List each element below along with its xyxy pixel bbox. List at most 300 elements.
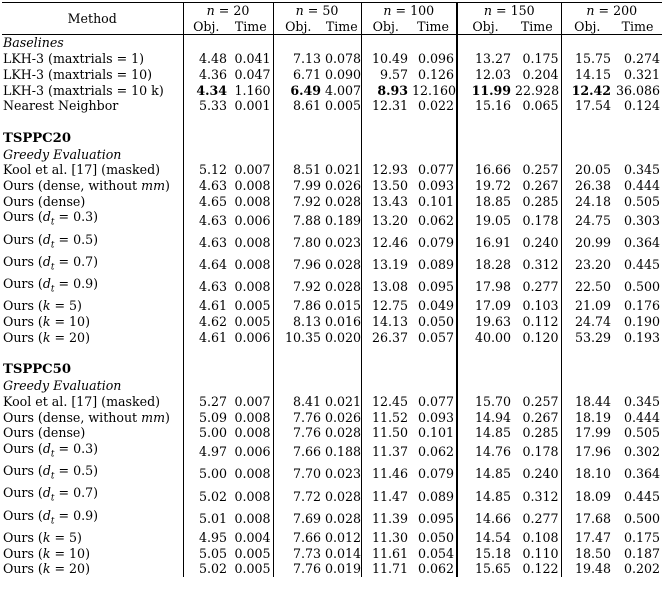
- obj-cell: 11.52: [361, 410, 410, 426]
- obj-cell: 15.18: [457, 546, 513, 562]
- time-header: Time: [323, 19, 361, 35]
- time-header: Time: [229, 19, 273, 35]
- table-row: [2, 162, 662, 178]
- method-label: Ours $(d_t = 0.9)$: [3, 276, 99, 295]
- time-cell: 0.257: [522, 393, 559, 409]
- time-cell: 0.019: [325, 561, 362, 577]
- obj-cell: 15.16: [457, 98, 513, 114]
- time-cell: 0.267: [522, 178, 559, 194]
- time-cell: 0.049: [417, 298, 455, 314]
- group-header-n50: n = 50: [273, 3, 361, 19]
- table-row: [2, 194, 662, 210]
- obj-cell: 21.09: [561, 298, 613, 314]
- time-cell: 0.008: [234, 466, 271, 482]
- table-row: [2, 425, 662, 441]
- obj-cell: 17.98: [457, 276, 513, 298]
- time-cell: 0.112: [522, 314, 559, 330]
- obj-cell: 4.63: [183, 276, 229, 298]
- time-cell: 0.285: [522, 193, 559, 209]
- obj-cell: 18.19: [561, 410, 613, 426]
- time-cell: 0.122: [522, 561, 559, 577]
- obj-cell: 19.63: [457, 314, 513, 330]
- time-cell: 1.160: [234, 82, 271, 98]
- time-cell: 0.028: [325, 488, 362, 504]
- obj-cell: 14.85: [457, 485, 513, 507]
- obj-cell: 11.99: [457, 83, 513, 99]
- time-cell: 0.007: [234, 393, 271, 409]
- time-cell: 0.093: [417, 409, 455, 425]
- obj-cell: 8.93: [361, 83, 410, 99]
- time-cell: 0.008: [234, 488, 271, 504]
- section-title-row: [2, 362, 662, 378]
- time-cell: 0.006: [234, 329, 271, 345]
- table-row: [2, 314, 662, 330]
- obj-cell: 14.13: [361, 314, 410, 330]
- time-cell: 0.176: [623, 298, 661, 314]
- table-row: [2, 254, 662, 276]
- time-cell: 0.065: [522, 98, 559, 114]
- time-cell: 0.005: [234, 298, 271, 314]
- obj-cell: 40.00: [457, 330, 513, 346]
- time-cell: 0.041: [234, 51, 271, 67]
- obj-cell: 16.66: [457, 162, 513, 178]
- header-row-groups: [2, 3, 662, 19]
- obj-cell: 12.75: [361, 298, 410, 314]
- obj-cell: 4.63: [183, 232, 229, 254]
- time-cell: 0.110: [522, 545, 559, 561]
- obj-cell: 4.61: [183, 298, 229, 314]
- obj-cell: 17.96: [561, 441, 613, 463]
- obj-cell: 14.85: [457, 463, 513, 485]
- obj-cell: 17.68: [561, 508, 613, 530]
- obj-cell: 7.76: [273, 425, 323, 441]
- obj-cell: 10.35: [273, 330, 323, 346]
- obj-cell: 7.70: [273, 463, 323, 485]
- obj-cell: 11.46: [361, 463, 410, 485]
- method-label: Kool et al. [17] (masked): [3, 393, 161, 409]
- method-label: Ours (dense, without mm): [3, 178, 170, 194]
- obj-cell: 14.54: [457, 530, 513, 546]
- time-cell: 0.190: [623, 314, 661, 330]
- table-row: [2, 530, 662, 546]
- time-cell: 0.126: [417, 66, 455, 82]
- method-label: LKH-3 (maxtrials = 10): [3, 66, 153, 82]
- results-table-container: [2, 2, 661, 577]
- time-cell: 0.103: [522, 298, 559, 314]
- obj-cell: 6.49: [273, 83, 323, 99]
- method-label: Ours $(d_t = 0.5)$: [3, 231, 99, 251]
- time-cell: 0.079: [417, 234, 455, 250]
- obj-cell: 12.45: [361, 394, 410, 410]
- time-cell: 0.005: [325, 98, 362, 114]
- obj-cell: 11.61: [361, 546, 410, 562]
- time-cell: 0.093: [417, 178, 455, 194]
- obj-cell: 7.96: [273, 254, 323, 276]
- obj-cell: 9.57: [361, 67, 410, 83]
- time-cell: 0.321: [623, 66, 661, 82]
- time-cell: 0.006: [234, 212, 271, 228]
- obj-cell: 17.09: [457, 298, 513, 314]
- table-row: [2, 232, 662, 254]
- method-label: Ours (dense): [3, 193, 86, 209]
- obj-cell: 7.73: [273, 546, 323, 562]
- time-cell: 0.257: [522, 162, 559, 178]
- obj-cell: 13.50: [361, 178, 410, 194]
- time-cell: 0.008: [234, 510, 271, 526]
- obj-cell: 4.95: [183, 530, 229, 546]
- section-gap: [2, 345, 662, 362]
- group-header-n100: n = 100: [361, 3, 457, 19]
- obj-cell: 7.80: [273, 232, 323, 254]
- method-label: Kool et al. [17] (masked): [3, 162, 161, 178]
- obj-cell: 13.19: [361, 254, 410, 276]
- time-cell: 0.189: [325, 212, 362, 228]
- obj-header: Obj.: [273, 19, 323, 35]
- method-label: Ours (k = 10): [3, 314, 90, 330]
- time-cell: 0.023: [325, 466, 362, 482]
- obj-header: Obj.: [361, 19, 410, 35]
- time-cell: 0.078: [325, 51, 362, 67]
- time-header: Time: [410, 19, 457, 35]
- obj-cell: 7.13: [273, 51, 323, 67]
- time-cell: 0.505: [623, 425, 661, 441]
- obj-cell: 4.48: [183, 51, 229, 67]
- time-cell: 0.026: [325, 409, 362, 425]
- time-cell: 0.302: [623, 444, 661, 460]
- obj-cell: 7.92: [273, 276, 323, 298]
- time-cell: 0.012: [325, 529, 362, 545]
- section-subtitle: Baselines: [3, 35, 64, 51]
- time-header: Time: [513, 19, 561, 35]
- time-cell: 0.277: [522, 510, 559, 526]
- obj-cell: 8.51: [273, 162, 323, 178]
- time-cell: 0.089: [417, 488, 455, 504]
- obj-cell: 12.93: [361, 162, 410, 178]
- time-cell: 0.062: [417, 212, 455, 228]
- obj-cell: 11.39: [361, 508, 410, 530]
- group-header-n200: n = 200: [561, 3, 662, 19]
- obj-cell: 26.37: [361, 330, 410, 346]
- time-cell: 0.047: [234, 66, 271, 82]
- method-label: Ours $(d_t = 0.7)$: [3, 485, 99, 504]
- obj-cell: 14.66: [457, 508, 513, 530]
- time-cell: 22.928: [515, 82, 560, 98]
- obj-cell: 5.05: [183, 546, 229, 562]
- table-row: [2, 209, 662, 231]
- obj-cell: 26.38: [561, 178, 613, 194]
- obj-cell: 6.71: [273, 67, 323, 83]
- table-row: [2, 546, 662, 562]
- obj-cell: 11.37: [361, 441, 410, 463]
- table-row: [2, 298, 662, 314]
- method-label: LKH-3 (maxtrials = 1): [3, 51, 145, 67]
- obj-cell: 15.70: [457, 394, 513, 410]
- obj-cell: 12.31: [361, 98, 410, 114]
- time-cell: 0.364: [623, 234, 661, 250]
- obj-cell: 18.85: [457, 194, 513, 210]
- time-cell: 0.008: [234, 409, 271, 425]
- obj-cell: 4.36: [183, 67, 229, 83]
- time-cell: 0.312: [522, 488, 559, 504]
- obj-cell: 5.02: [183, 561, 229, 577]
- section-subtitle: Greedy Evaluation: [3, 378, 122, 394]
- time-cell: 36.086: [615, 82, 661, 98]
- time-cell: 0.187: [623, 545, 661, 561]
- time-cell: 0.008: [234, 193, 271, 209]
- obj-cell: 18.09: [561, 485, 613, 507]
- obj-cell: 17.54: [561, 98, 613, 114]
- obj-cell: 5.12: [183, 162, 229, 178]
- obj-cell: 11.30: [361, 530, 410, 546]
- table-row: [2, 178, 662, 194]
- time-header: Time: [613, 19, 662, 35]
- obj-cell: 7.66: [273, 441, 323, 463]
- time-cell: 0.193: [623, 329, 661, 345]
- obj-cell: 19.48: [561, 561, 613, 577]
- time-cell: 0.062: [417, 444, 455, 460]
- obj-cell: 7.92: [273, 194, 323, 210]
- obj-cell: 7.86: [273, 298, 323, 314]
- obj-cell: 13.08: [361, 276, 410, 298]
- time-cell: 0.062: [417, 561, 455, 577]
- time-cell: 0.101: [417, 425, 455, 441]
- time-cell: 0.021: [325, 162, 362, 178]
- method-label: Ours $(d_t = 0.7)$: [3, 253, 99, 273]
- obj-cell: 12.46: [361, 232, 410, 254]
- obj-cell: 18.10: [561, 463, 613, 485]
- time-cell: 0.108: [522, 529, 559, 545]
- method-label: Ours (k = 20): [3, 329, 90, 345]
- time-cell: 0.008: [234, 257, 271, 273]
- method-label: Ours (k = 20): [3, 561, 90, 577]
- obj-cell: 7.99: [273, 178, 323, 194]
- obj-cell: 22.50: [561, 276, 613, 298]
- obj-cell: 4.64: [183, 254, 229, 276]
- time-cell: 0.005: [234, 545, 271, 561]
- time-cell: 0.022: [417, 98, 455, 114]
- obj-cell: 12.03: [457, 67, 513, 83]
- table-row: [2, 51, 662, 67]
- obj-cell: 53.29: [561, 330, 613, 346]
- section-subtitle-row: [2, 147, 662, 163]
- time-cell: 0.101: [417, 193, 455, 209]
- time-cell: 0.444: [623, 409, 661, 425]
- time-cell: 0.240: [522, 234, 559, 250]
- obj-cell: 23.20: [561, 254, 613, 276]
- time-cell: 0.028: [325, 257, 362, 273]
- method-label: Nearest Neighbor: [3, 98, 119, 114]
- obj-cell: 10.49: [361, 51, 410, 67]
- obj-cell: 11.50: [361, 425, 410, 441]
- obj-cell: 24.74: [561, 314, 613, 330]
- obj-cell: 4.63: [183, 178, 229, 194]
- time-cell: 0.016: [325, 314, 362, 330]
- table-row: [2, 441, 662, 463]
- section-subtitle-row: [2, 35, 662, 51]
- time-cell: 0.005: [234, 561, 271, 577]
- section-title-row: [2, 131, 662, 147]
- group-header-n20: n = 20: [183, 3, 273, 19]
- time-cell: 0.285: [522, 425, 559, 441]
- time-cell: 0.345: [623, 162, 661, 178]
- obj-cell: 11.47: [361, 485, 410, 507]
- obj-header: Obj.: [457, 19, 513, 35]
- time-cell: 0.057: [417, 329, 455, 345]
- obj-cell: 18.28: [457, 254, 513, 276]
- method-label: Ours (k = 5): [3, 298, 82, 314]
- time-cell: 0.175: [623, 529, 661, 545]
- section-title: TSPPC50: [3, 362, 72, 378]
- obj-cell: 20.99: [561, 232, 613, 254]
- section-subtitle-row: [2, 378, 662, 394]
- time-cell: 0.500: [623, 510, 661, 526]
- time-cell: 0.095: [417, 510, 455, 526]
- group-header-n150: n = 150: [457, 3, 561, 19]
- obj-header: Obj.: [183, 19, 229, 35]
- time-cell: 0.050: [417, 529, 455, 545]
- time-cell: 0.008: [234, 234, 271, 250]
- time-cell: 0.077: [417, 162, 455, 178]
- time-cell: 0.028: [325, 193, 362, 209]
- method-header: Method: [2, 3, 183, 35]
- obj-cell: 8.61: [273, 98, 323, 114]
- obj-cell: 17.99: [561, 425, 613, 441]
- obj-cell: 8.41: [273, 394, 323, 410]
- obj-cell: 24.75: [561, 209, 613, 231]
- method-label: Ours $(d_t = 0.9)$: [3, 507, 99, 527]
- obj-cell: 5.02: [183, 485, 229, 507]
- time-cell: 0.001: [234, 98, 271, 114]
- time-cell: 0.006: [234, 444, 271, 460]
- obj-cell: 8.13: [273, 314, 323, 330]
- obj-cell: 14.15: [561, 67, 613, 83]
- section-subtitle: Greedy Evaluation: [3, 146, 122, 162]
- table-row: [2, 83, 662, 99]
- time-cell: 0.008: [234, 178, 271, 194]
- time-cell: 0.500: [623, 279, 661, 295]
- table-row: [2, 561, 662, 577]
- time-cell: 0.054: [417, 545, 455, 561]
- obj-cell: 4.65: [183, 194, 229, 210]
- obj-cell: 4.61: [183, 330, 229, 346]
- time-cell: 0.120: [522, 329, 559, 345]
- time-cell: 0.124: [623, 98, 661, 114]
- time-cell: 12.160: [412, 82, 457, 98]
- obj-cell: 16.91: [457, 232, 513, 254]
- time-cell: 0.089: [417, 257, 455, 273]
- section-gap: [2, 114, 662, 131]
- time-cell: 0.202: [623, 561, 661, 577]
- obj-cell: 17.47: [561, 530, 613, 546]
- method-label: Ours (k = 5): [3, 529, 82, 545]
- obj-cell: 4.97: [183, 441, 229, 463]
- obj-cell: 13.43: [361, 194, 410, 210]
- time-cell: 0.445: [623, 257, 661, 273]
- table-row: [2, 276, 662, 298]
- time-cell: 0.015: [325, 298, 362, 314]
- obj-cell: 19.05: [457, 209, 513, 231]
- time-cell: 0.178: [522, 212, 559, 228]
- obj-cell: 7.72: [273, 485, 323, 507]
- time-cell: 0.240: [522, 466, 559, 482]
- time-cell: 0.178: [522, 444, 559, 460]
- time-cell: 0.008: [234, 425, 271, 441]
- time-cell: 0.096: [417, 51, 455, 67]
- method-label: Ours $(d_t = 0.3)$: [3, 209, 99, 228]
- obj-cell: 20.05: [561, 162, 613, 178]
- obj-cell: 24.18: [561, 194, 613, 210]
- method-label: Ours (dense): [3, 425, 86, 441]
- time-cell: 4.007: [325, 82, 362, 98]
- obj-cell: 7.69: [273, 508, 323, 530]
- obj-cell: 14.76: [457, 441, 513, 463]
- table-row: [2, 508, 662, 530]
- obj-cell: 5.33: [183, 98, 229, 114]
- time-cell: 0.188: [325, 444, 362, 460]
- obj-cell: 4.63: [183, 209, 229, 231]
- time-cell: 0.090: [325, 66, 362, 82]
- obj-cell: 18.44: [561, 394, 613, 410]
- time-cell: 0.312: [522, 257, 559, 273]
- obj-cell: 7.76: [273, 410, 323, 426]
- table-row: [2, 98, 662, 114]
- obj-cell: 12.42: [561, 83, 613, 99]
- obj-header: Obj.: [561, 19, 613, 35]
- obj-cell: 14.85: [457, 425, 513, 441]
- time-cell: 0.444: [623, 178, 661, 194]
- time-cell: 0.175: [522, 51, 559, 67]
- method-label: Ours $(d_t = 0.3)$: [3, 440, 99, 460]
- time-cell: 0.004: [234, 529, 271, 545]
- time-cell: 0.095: [417, 279, 455, 295]
- obj-cell: 4.34: [183, 83, 229, 99]
- obj-cell: 18.50: [561, 546, 613, 562]
- results-table: [2, 2, 662, 577]
- time-cell: 0.021: [325, 393, 362, 409]
- obj-cell: 7.88: [273, 209, 323, 231]
- method-label: Ours (dense, without mm): [3, 409, 170, 425]
- section-title: TSPPC20: [3, 130, 72, 146]
- table-row: [2, 67, 662, 83]
- time-cell: 0.020: [325, 329, 362, 345]
- time-cell: 0.008: [234, 279, 271, 295]
- obj-cell: 5.00: [183, 425, 229, 441]
- time-cell: 0.445: [623, 488, 661, 504]
- time-cell: 0.028: [325, 510, 362, 526]
- time-cell: 0.026: [325, 178, 362, 194]
- method-label: Ours $(d_t = 0.5)$: [3, 463, 99, 482]
- time-cell: 0.277: [522, 279, 559, 295]
- obj-cell: 19.72: [457, 178, 513, 194]
- time-cell: 0.005: [234, 314, 271, 330]
- table-row: [2, 330, 662, 346]
- obj-cell: 11.71: [361, 561, 410, 577]
- time-cell: 0.007: [234, 162, 271, 178]
- obj-cell: 13.27: [457, 51, 513, 67]
- obj-cell: 15.75: [561, 51, 613, 67]
- time-cell: 0.505: [623, 193, 661, 209]
- table-body: [2, 35, 662, 577]
- obj-cell: 4.62: [183, 314, 229, 330]
- time-cell: 0.028: [325, 279, 362, 295]
- obj-cell: 7.76: [273, 561, 323, 577]
- time-cell: 0.050: [417, 314, 455, 330]
- time-cell: 0.079: [417, 466, 455, 482]
- method-label: Ours (k = 10): [3, 545, 90, 561]
- time-cell: 0.345: [623, 393, 661, 409]
- table-row: [2, 485, 662, 507]
- time-cell: 0.364: [623, 466, 661, 482]
